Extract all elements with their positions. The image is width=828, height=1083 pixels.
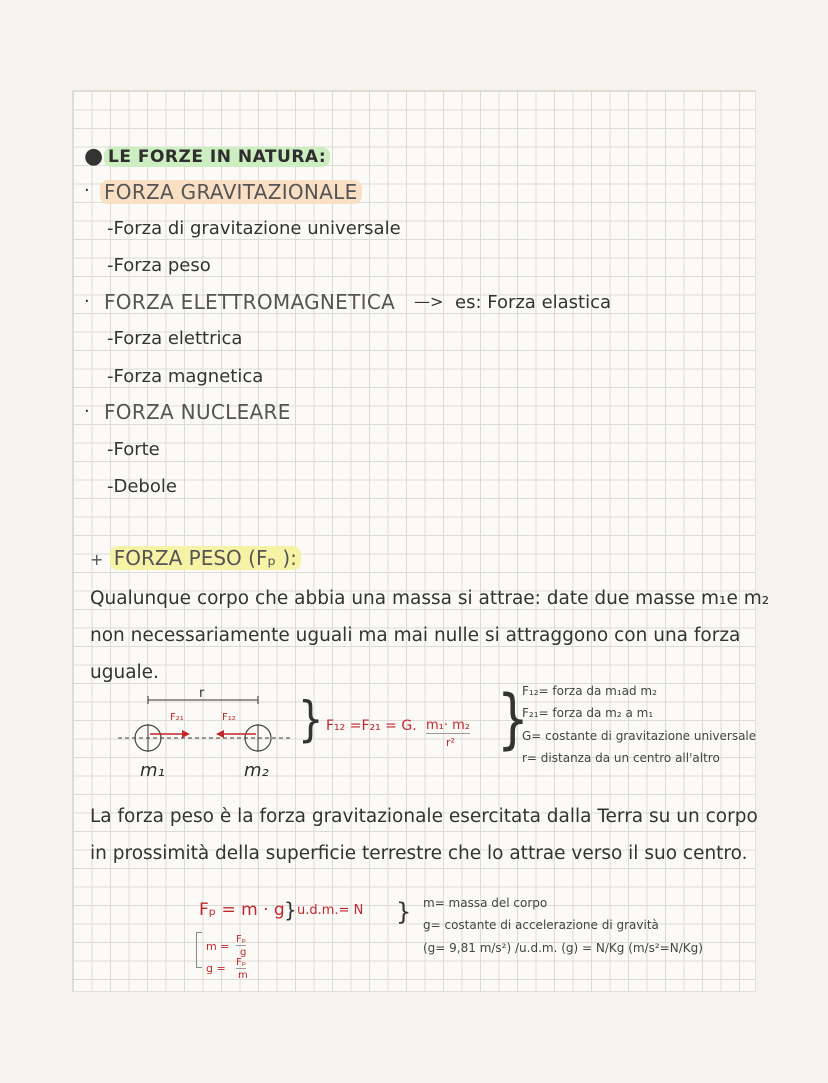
list-item: -Debole [107,476,177,497]
m-derivation-lhs: m = [206,940,230,953]
mass-diagram [110,688,300,783]
weight-formula: Fₚ = m · g [199,900,285,920]
heading-bullet: ● [84,144,104,169]
formula-denominator: r² [446,736,455,749]
brace: } [497,681,529,757]
list-item: -Forza elettrica [107,328,243,349]
derivation-bracket [196,932,202,968]
gravitation-formula [326,718,417,734]
paragraph-line: in prossimità della superficie terrestre che lo attrae verso il suo centro. [90,843,748,864]
m-derivation-den: g [240,947,247,958]
forza-peso-title [90,546,301,570]
list-item: -Forza magnetica [107,366,264,387]
list-item: -Forza peso [107,255,211,276]
paragraph-line: non necessariamente uguali ma mai nulle si attraggono con una forza [90,625,741,646]
section-bullet: · [84,180,90,201]
m1-label: m₁ [140,760,165,781]
legend-line: F₁₂= forza da m₁ad m₂ [522,684,657,698]
formula-lhs: F₁₂ =F₂₁ = G. [326,718,417,734]
list-item: -Forte [107,439,160,460]
section-title: FORZA NUCLEARE [104,400,291,424]
legend-line: G= costante di gravitazione universale [522,729,757,743]
section-title-text: FORZA GRAVITAZIONALE [100,180,362,204]
brace: } [396,898,412,926]
f12-label: F₁₂ [222,712,236,723]
section-title: FORZA ELETTROMAGNETICA [104,290,396,314]
section-bullet: · [84,401,90,422]
brace: } [284,898,297,922]
forza-peso-title-text: FORZA PESO (Fₚ ): [110,546,301,570]
list-item: -Forza di gravitazione universale [107,218,401,239]
section-bullet: · [84,291,90,312]
r-label: r [199,686,205,701]
heading [104,147,330,167]
arrow: —> [414,292,444,311]
udm-label: u.d.m.= N [297,903,364,918]
g-derivation-num: Fₚ [236,957,247,968]
section-title [100,180,362,204]
g-derivation-lhs: g = [206,962,226,975]
f21-label: F₂₁ [170,712,184,723]
g-derivation-den: m [238,970,248,981]
paragraph-line: Qualunque corpo che abbia una massa si attrae: date due masse m₁e m₂ [90,588,770,609]
section-note: es: Forza elastica [455,292,612,313]
formula-numerator: m₁· m₂ [426,718,471,733]
paragraph-line: La forza peso è la forza gravitazionale esercitata dalla Terra su un corpo [90,806,758,827]
heading-text: LE FORZE IN NATURA: [104,147,330,167]
legend-line: (g= 9,81 m/s²) /u.d.m. (g) = N/Kg (m/s²=N/Kg) [423,941,703,955]
legend-line: g= costante di accelerazione di gravità [423,918,659,932]
legend-line: F₂₁= forza da m₂ a m₁ [522,706,654,720]
legend-line: m= massa del corpo [423,896,548,910]
m-derivation-num: Fₚ [236,934,247,945]
m2-label: m₂ [244,760,269,781]
plus-sign: + [90,550,104,569]
legend-line: r= distanza da un centro all'altro [522,751,720,765]
brace: } [298,692,324,748]
paragraph-line: uguale. [90,662,159,683]
